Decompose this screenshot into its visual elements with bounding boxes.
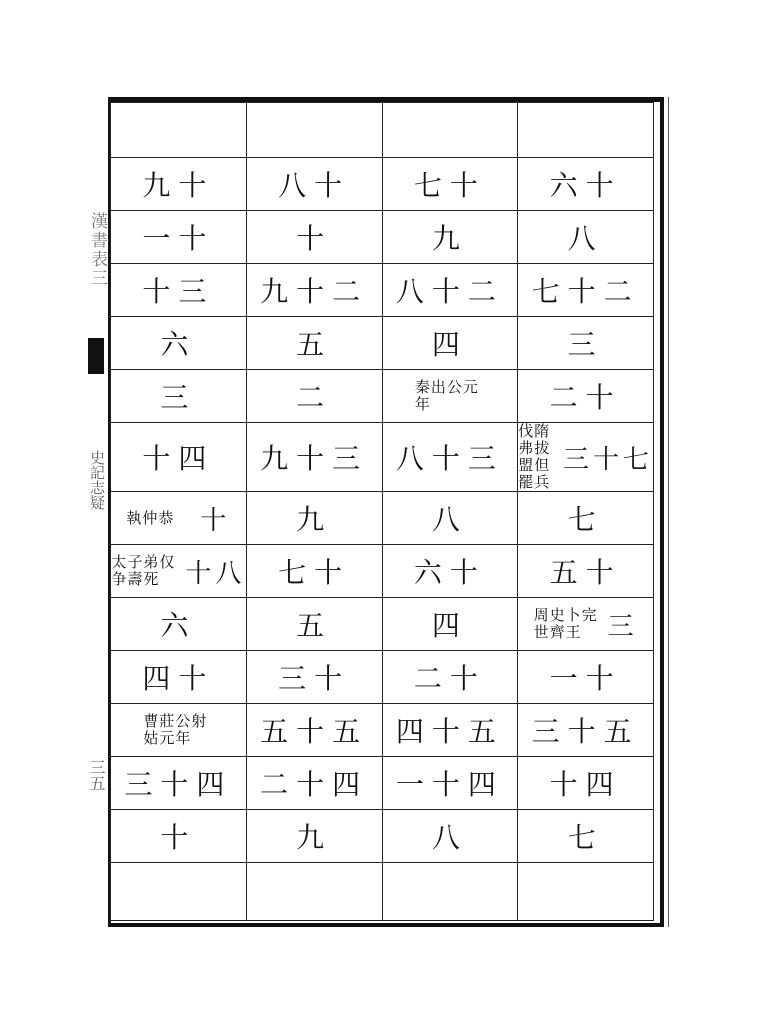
table-cell	[246, 810, 382, 863]
cell-year: 三十七	[562, 444, 653, 475]
table-row	[111, 264, 654, 317]
table-cell	[518, 492, 654, 545]
table-cell	[518, 757, 654, 810]
table-cell	[246, 103, 382, 158]
cell-year: 九	[296, 503, 333, 536]
cell-year: 二十	[549, 381, 622, 414]
cell-year: 十四	[142, 442, 215, 475]
cell-annotation: 執仲恭	[126, 508, 175, 527]
cell-year: 七十二	[531, 275, 640, 308]
cell-year: 七	[567, 821, 604, 854]
cell-year: 三	[160, 381, 197, 414]
cell-year: 八十	[278, 169, 351, 202]
cell-year: 十四	[549, 768, 622, 801]
table-cell	[382, 863, 518, 921]
table-row	[111, 545, 654, 598]
cell-year: 八十二	[395, 275, 504, 308]
cell-year: 二十四	[260, 768, 369, 801]
cell-year: 九	[296, 821, 333, 854]
cell-annotation: 周史卜完世齊王	[533, 606, 598, 641]
table-cell	[382, 423, 518, 492]
table-row	[111, 704, 654, 757]
table-row	[111, 651, 654, 704]
cell-year: 四十五	[395, 715, 504, 748]
table-cell	[246, 158, 382, 211]
cell-year: 七	[567, 503, 604, 536]
cell-year: 七十	[278, 556, 351, 589]
cell-year: 三	[567, 328, 604, 361]
cell-year: 九	[431, 222, 468, 255]
cell-year: 九十	[142, 169, 215, 202]
table-row	[111, 757, 654, 810]
table-cell	[382, 598, 518, 651]
table-cell	[382, 103, 518, 158]
cell-annotation: 曹莊公射姑元年	[143, 712, 208, 747]
table-cell	[382, 317, 518, 370]
table-cell	[111, 598, 247, 651]
cell-year: 二	[296, 381, 333, 414]
table-cell	[111, 264, 247, 317]
table-row	[111, 863, 654, 921]
table-cell	[111, 103, 247, 158]
cell-year: 五十	[549, 556, 622, 589]
left-margin	[82, 95, 108, 925]
table-cell	[518, 810, 654, 863]
table-cell	[518, 103, 654, 158]
cell-year: 四	[431, 328, 468, 361]
table-cell	[111, 492, 247, 545]
cell-year: 八	[431, 821, 468, 854]
table-cell	[246, 651, 382, 704]
cell-year: 五	[296, 328, 333, 361]
cell-year: 六	[160, 609, 197, 642]
cell-year: 六十	[549, 169, 622, 202]
cell-year: 一十	[142, 222, 215, 255]
table-cell	[246, 598, 382, 651]
cell-year: 三十	[278, 662, 351, 695]
table-row	[111, 103, 654, 158]
table-cell	[246, 370, 382, 423]
table-row	[111, 370, 654, 423]
table-cell	[246, 211, 382, 264]
cell-year: 三十五	[531, 715, 640, 748]
cell-year: 一十四	[395, 768, 504, 801]
table-cell	[382, 704, 518, 757]
table-cell	[518, 598, 654, 651]
table-cell	[518, 211, 654, 264]
cell-year: 八十三	[395, 442, 504, 475]
table-cell	[518, 651, 654, 704]
margin-title: 史記志疑	[88, 450, 106, 510]
table-cell	[246, 264, 382, 317]
cell-year: 三十四	[124, 768, 233, 801]
table-cell	[382, 651, 518, 704]
cell-year: 十	[160, 821, 197, 854]
table-cell	[518, 317, 654, 370]
table-cell	[518, 545, 654, 598]
cell-year: 二十	[413, 662, 486, 695]
cell-year: 九十三	[260, 442, 369, 475]
cell-year: 九十二	[260, 275, 369, 308]
table-cell	[382, 757, 518, 810]
table-cell	[382, 370, 518, 423]
margin-page-number: 三五	[87, 759, 106, 791]
table-cell	[246, 545, 382, 598]
table-row	[111, 158, 654, 211]
table-cell	[111, 863, 247, 921]
table-cell	[246, 317, 382, 370]
table-row	[111, 423, 654, 492]
cell-year: 七十	[413, 169, 486, 202]
table-cell	[382, 810, 518, 863]
table-cell	[518, 423, 654, 492]
cell-year: 五十五	[260, 715, 369, 748]
table-cell	[518, 370, 654, 423]
table-cell	[518, 863, 654, 921]
cell-year: 四十	[142, 662, 215, 695]
cell-annotation: 伐隋弗拔盟但罷兵	[518, 422, 551, 491]
table-row	[111, 598, 654, 651]
table-cell	[111, 810, 247, 863]
table-cell	[111, 545, 247, 598]
table-row	[111, 317, 654, 370]
table-cell	[246, 423, 382, 492]
cell-year: 十	[296, 222, 333, 255]
table-cell	[246, 757, 382, 810]
cell-year: 十三	[142, 275, 215, 308]
table-cell	[246, 863, 382, 921]
table-cell	[111, 757, 247, 810]
cell-year: 四	[431, 609, 468, 642]
table-cell	[111, 704, 247, 757]
table-cell	[246, 704, 382, 757]
table-row	[111, 211, 654, 264]
outer-border-right	[668, 97, 669, 927]
table-cell	[518, 158, 654, 211]
cell-year: 八	[567, 222, 604, 255]
chronology-table	[110, 102, 654, 921]
cell-year: 十八	[185, 558, 246, 589]
cell-annotation: 秦出公元年	[414, 378, 479, 413]
table-cell	[111, 370, 247, 423]
cell-year: 十	[200, 505, 231, 536]
cell-year: 一十	[549, 662, 622, 695]
table-cell	[111, 158, 247, 211]
table-cell	[382, 211, 518, 264]
table-cell	[518, 704, 654, 757]
table-cell	[518, 264, 654, 317]
table-cell	[382, 545, 518, 598]
table-cell	[382, 158, 518, 211]
margin-top-text: 漢書表三	[87, 212, 107, 288]
table-cell	[111, 651, 247, 704]
margin-fishtail-mark	[88, 338, 104, 374]
cell-year: 八	[431, 503, 468, 536]
table-cell	[111, 317, 247, 370]
cell-annotation: 太子弟仅争壽死	[111, 553, 176, 588]
table-row	[111, 810, 654, 863]
cell-year: 六十	[413, 556, 486, 589]
cell-year: 三	[607, 611, 638, 642]
cell-year: 六	[160, 328, 197, 361]
table-cell	[111, 211, 247, 264]
table-cell	[246, 492, 382, 545]
table-cell	[382, 492, 518, 545]
cell-year: 五	[296, 609, 333, 642]
table-cell	[382, 264, 518, 317]
table-cell	[111, 423, 247, 492]
table-row	[111, 492, 654, 545]
